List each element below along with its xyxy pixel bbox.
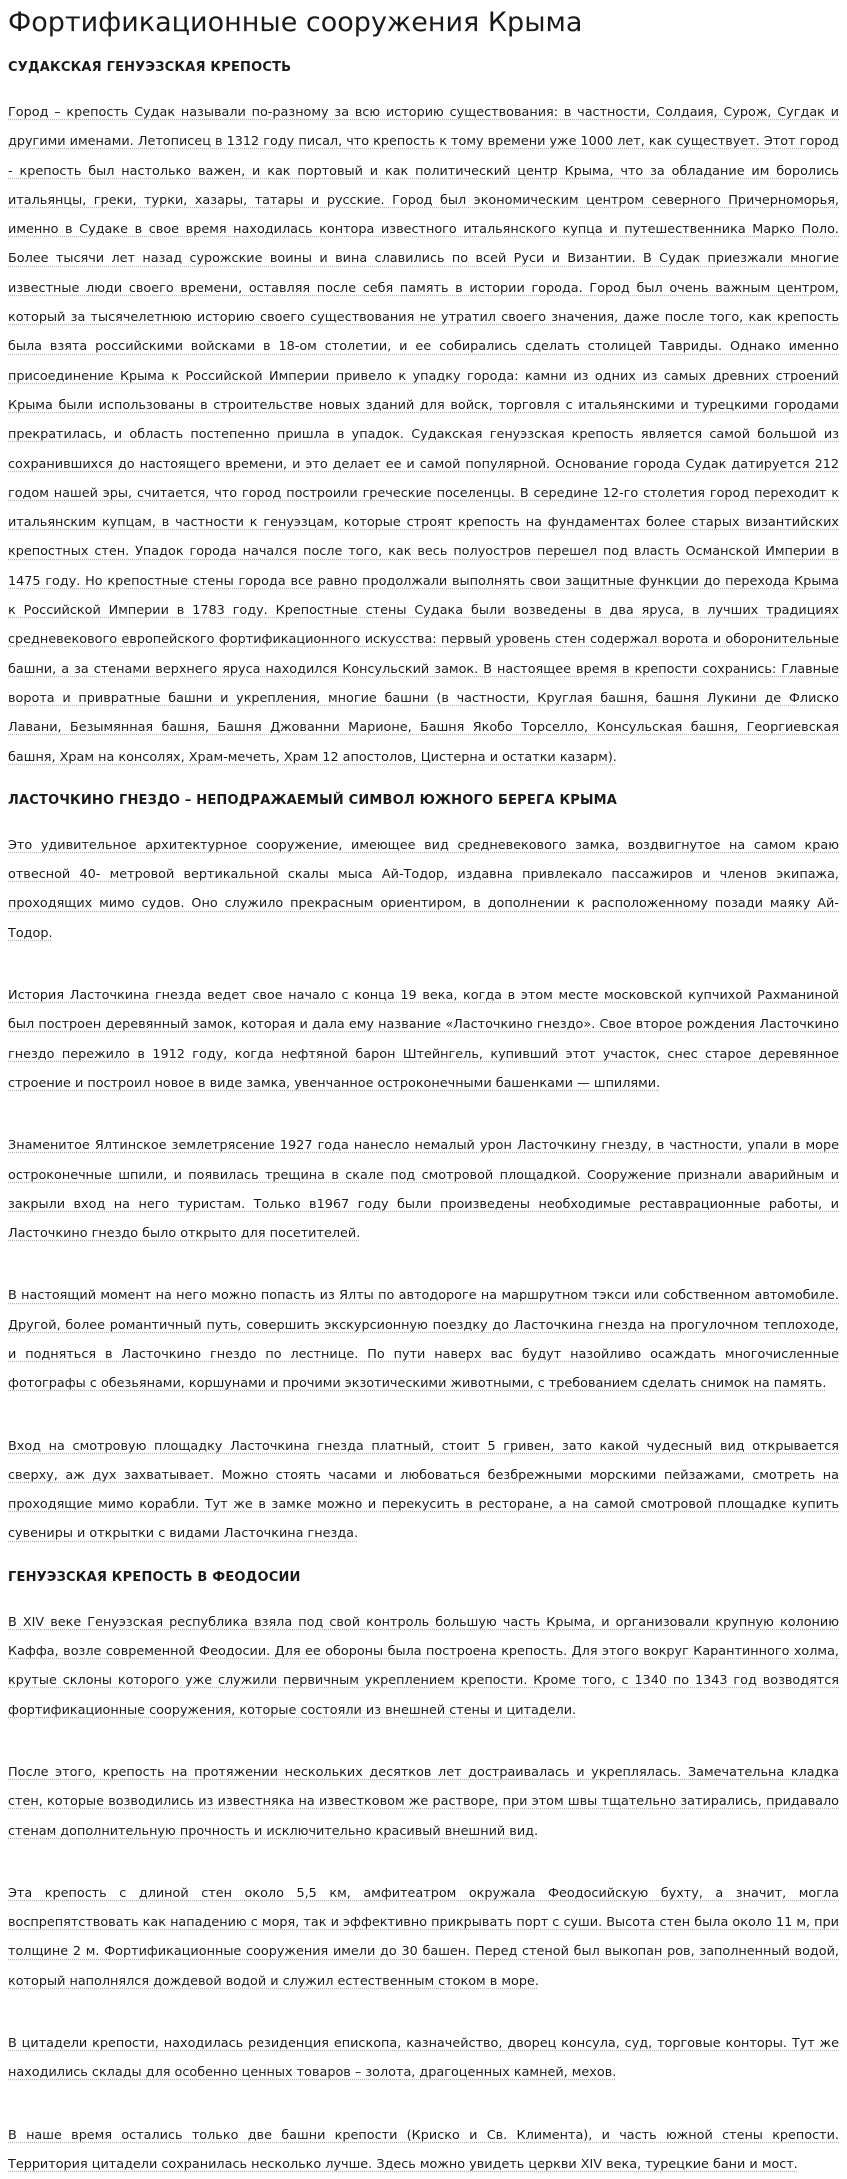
section-feodosia [8, 1568, 839, 2179]
paragraph: В наше время остались только две башни крепости (Криско и Св. Климента), и часть южной стены крепости. Территория цитадели сохранилась несколько лучше. Здесь можно увидеть церкви XIV века, турецкие бани и мост. [8, 2127, 839, 2172]
page-title: Фортификационные сооружения Крыма [8, 7, 583, 38]
paragraph: История Ласточкина гнезда ведет свое начало с конца 19 века, когда в этом месте московской купчихой Рахманиной был построен деревянный замок, которая и дала ему название «Ласточкино гнездо». Свое второе рождения Ласточкино гнездо пережило в 1912 году, когда нефтяной барон Штейнгель, купивший этот участок, снес старое деревянное строение и построил новое в виде замка, увенчанное остроконечными башенками — шпилями. [8, 988, 839, 1091]
paragraph: В XIV веке Генуэзская республика взяла под свой контроль большую часть Крыма, и организовали крупную колонию Каффа, возле современной Феодосии. Для ее обороны была построена крепость. Для этого вокруг Карантинного холма, крутые склоны которого уже служили первичным укреплением крепости. Кроме того, с 1340 по 1343 год возводятся фортификационные сооружения, которые состояли из внешней стены и цитадели. [8, 1614, 839, 1718]
section-heading-feodosia: ГЕНУЭЗСКАЯ КРЕПОСТЬ В ФЕОДОСИИ [8, 1569, 301, 1585]
paragraph: Эта крепость с длиной стен около 5,5 км, амфитеатром окружала Феодосийскую бухту, а значит, могла воспрепятствовать как нападению с моря, так и эффективно прикрывать порт с суши. Высота стен была около 11 м, при толщине 2 м. Фортификационные сооружения имели до 30 башен. Перед стеной был выкопан ров, заполненный водой, который наполнялся дождевой водой и служил естественным стоком в море. [8, 1885, 839, 1989]
section-heading-sudak: СУДАКСКАЯ ГЕНУЭЗСКАЯ КРЕПОСТЬ [8, 60, 292, 75]
paragraph: После этого, крепость на протяжении нескольких десятков лет достраивалась и укреплялась. Замечательна кладка стен, которые возводились из известняка на известковом же растворе, при этом швы тщательно затирались, придавало стенам дополнительную прочность и исключительно красивый внешний вид. [8, 1764, 839, 1839]
paragraph: В настоящий момент на него можно попасть из Ялты по автодороге на маршрутном тэкси или собственном автомобиле. Другой, более романтичный путь, совершить экскурсионную поездку до Ласточкина гнезда на прогулочном теплоходе, и подняться в Ласточкино гнездо по лестнице. По пути наверх вас будут назойливо осаждать многочисленные фотографы с обезьянами, коршунами и прочими экзотическими животными, с требованием сделать снимок на память. [8, 1288, 839, 1392]
section-sudak [8, 58, 839, 772]
paragraph: Город – крепость Судак называли по-разному за всю историю существования: в частности, Солдаия, Сурож, Сугдак и другими именами. Летописец в 1312 году писал, что крепость к тому времени уже 1000 лет, как существует. Этот город - крепость был настолько важен, и как портовый и как политический центр Крыма, что за обладание им боролись итальянцы, греки, турки, хазары, татары и русские. Город был экономическим центром северного Причерноморья, именно в Судаке в свое время находилась контора известного итальянского купца и путешественника Марко Поло. Более тысячи лет назад сурожские воины и вина славились по всей Руси и Византии. В Судак приезжали многие известные люди своего времени, оставляя после себя память в истории города. Город был очень важным центром, который за тысячелетнюю историю своего существования не утратил своего значения, даже после того, как крепость была взята российскими войсками в 18-ом столетии, и ее собирались сделать столицей Тавриды. Однако именно присоединение Крыма к Российской Империи привело к упадку города: камни из одних из самых древних строений Крыма были использованы в строительстве новых зданий для войск, торговля с итальянскими и турецкими городами прекратилась, и область постепенно пришла в упадок. Судакская генуэзская крепость является самой большой из сохранившихся до настоящего времени, и это делает ее и самой популярной. Основание города Судак датируется 212 годом нашей эры, считается, что город построили греческие поселенцы. В середине 12-го столетия город переходит к итальянским купцам, в частности к генуэзцам, которые строят крепость на фундаментах более старых византийских крепостных стен. Упадок города начался после того, как весь полуостров перешел под власть Османской Империи в 1475 году. Но крепостные стены города все равно продолжали выполнять свои защитные функции до перехода Крыма к Российской Империи в 1783 году. Крепостные стены Судака были возведены в два яруса, в лучших традициях средневекового европейского фортификационного искусства: первый уровень стен содержал ворота и оборонительные башни, а за стенами верхнего яруса находился Консульский замок. В настоящее время в крепости сохранись: Главные ворота и привратные башни и укрепления, многие башни (в частности, Круглая башня, башня Лукини де Флиско Лавани, Безымянная башня, Башня Джованни Марионе, Башня Якобо Торселло, Консульская башня, Георгиевская башня, Храм на консолях, Храм-мечеть, Храм 12 апостолов, Цистерна и остатки казарм). [8, 105, 839, 765]
section-heading-swallows-nest: ЛАСТОЧКИНО ГНЕЗДО – НЕПОДРАЖАЕМЫЙ СИМВОЛ ЮЖНОГО БЕРЕГА КРЫМА [8, 792, 618, 808]
paragraph: Это удивительное архитектурное сооружение, имеющее вид средневекового замка, воздвигнутое на самом краю отвесной 40- метровой вертикальной скалы мыса Ай-Тодор, издавна привлекало пассажиров и членов экипажа, проходящих мимо судов. Оно служило прекрасным ориентиром, в дополнении к расположенному позади маяку Ай-Тодор. [8, 837, 839, 941]
paragraph: Вход на смотровую площадку Ласточкина гнезда платный, стоит 5 гривен, зато какой чудесный вид открывается сверху, аж дух захватывает. Можно стоять часами и любоваться безбрежными морскими пейзажами, смотреть на проходящие мимо корабли. Тут же в замке можно и перекусить в ресторане, а на самой смотровой площадке купить сувениры и открытки с видами Ласточкина гнезда. [8, 1438, 839, 1542]
section-swallows-nest [8, 791, 839, 1549]
paragraph: В цитадели крепости, находилась резиденция епископа, казначейство, дворец консула, суд, торговые конторы. Тут же находились склады для особенно ценных товаров – золота, драгоценных камней, мехов. [8, 2036, 839, 2081]
paragraph: Знаменитое Ялтинское землетрясение 1927 года нанесло немалый урон Ласточкину гнезду, в частности, упали в море остроконечные шпили, и появилась трещина в скале под смотровой площадкой. Сооружение признали аварийным и закрыли вход на него туристам. Только в1967 году были произведены необходимые реставрационные работы, и Ласточкино гнездо было открыто для посетителей. [8, 1138, 839, 1242]
